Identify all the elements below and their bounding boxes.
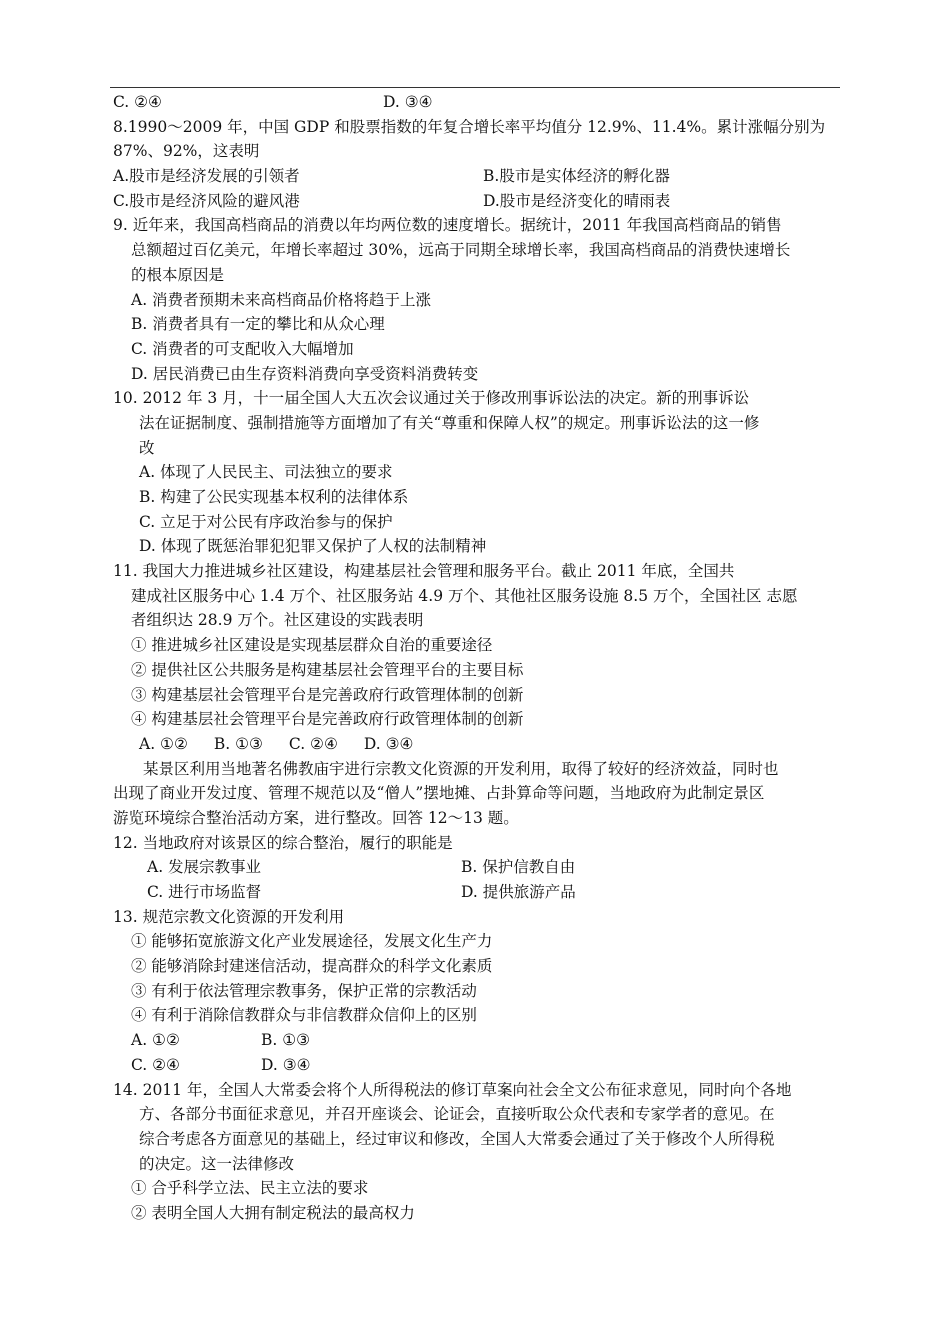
passage-line-1: 某景区利用当地著名佛教庙宇进行宗教文化资源的开发利用，取得了较好的经济效益，同时也: [143, 759, 779, 778]
q8-option-c: C.股市是经济风险的避风港: [113, 191, 300, 210]
q13-item-3: ③ 有利于依法管理宗教事务，保护正常的宗教活动: [131, 981, 477, 1000]
q13-item-2: ② 能够消除封建迷信活动，提高群众的科学文化素质: [131, 957, 493, 976]
q13-item-1: ① 能够拓宽旅游文化产业发展途径，发展文化生产力: [131, 932, 493, 951]
q8-options-ab: [113, 164, 843, 189]
top-options-row: [113, 90, 843, 115]
q8-option-b: B.股市是实体经济的孵化器: [483, 167, 670, 186]
option-d: D. ③④: [383, 93, 433, 111]
q11-answer-a: A. ①②: [139, 734, 188, 753]
q12-option-d: D. 提供旅游产品: [461, 883, 576, 901]
q13-option-a: A. ①②: [131, 1031, 180, 1050]
q8-stem-2: 87%、92%，这表明: [113, 142, 260, 161]
q10-option-c: C. 立足于对公民有序政治参与的保护: [139, 512, 393, 531]
q11-stem-3: 者组织达 28.9 万个。社区建设的实践表明: [131, 611, 424, 630]
q12-options-ab: [113, 855, 843, 880]
option-c: C. ②④: [113, 93, 162, 111]
q11-stem-1: 11. 我国大力推进城乡社区建设，构建基层社会管理和服务平台。截止 2011 年底，全国共: [113, 562, 735, 581]
q9-option-b: B. 消费者具有一定的攀比和从众心理: [131, 315, 385, 334]
q14-stem-2: 方、各部分书面征求意见，并召开座谈会、论证会，直接听取公众代表和专家学者的意见。在: [139, 1105, 775, 1124]
q11-item-3: ③ 构建基层社会管理平台是完善政府行政管理体制的创新: [131, 685, 524, 704]
q13-stem: 13. 规范宗教文化资源的开发利用: [113, 907, 345, 926]
q14-item-1: ① 合乎科学立法、民主立法的要求: [131, 1179, 369, 1198]
q11-answer-c: C. ②④: [288, 734, 338, 753]
q11-stem-2: 建成社区服务中心 1.4 万个、社区服务站 4.9 万个、其他社区服务设施 8.5 万个，全国社区 志愿: [131, 586, 798, 605]
q13-option-b: B. ①③: [261, 1031, 311, 1050]
exam-page: [113, 90, 843, 1226]
q14-stem-3: 综合考虑各方面意见的基础上，经过审议和修改，全国人大常委会通过了关于修改个人所得税: [139, 1129, 775, 1148]
q13-option-c: C. ②④: [131, 1055, 180, 1074]
q13-option-d: D. ③④: [261, 1055, 311, 1074]
q12-option-c: C. 进行市场监督: [147, 883, 262, 901]
q13-options-ab: [113, 1028, 843, 1053]
q10-option-a: A. 体现了人民民主、司法独立的要求: [139, 463, 393, 482]
q12-options-cd: [113, 880, 843, 905]
q8-option-a: A.股市是经济发展的引领者: [113, 167, 300, 186]
q12-option-b: B. 保护信教自由: [461, 858, 576, 877]
passage-line-3: 游览环境综合整治活动方案，进行整改。回答 12～13 题。: [113, 808, 519, 827]
q10-option-d: D. 体现了既惩治罪犯犯罪又保护了人权的法制精神: [139, 537, 487, 556]
q13-item-4: ④ 有利于消除信教群众与非信教群众信仰上的区别: [131, 1006, 477, 1025]
q8-options-cd: [113, 189, 843, 214]
q11-answers: [113, 732, 843, 757]
q14-stem-4: 的决定。这一法律修改: [139, 1154, 295, 1173]
q9-stem-3: 的根本原因是: [131, 265, 225, 284]
q9-stem-2: 总额超过百亿美元，年增长率超过 30%，远高于同期全球增长率，我国高档商品的消费快速增长: [131, 241, 791, 260]
q11-item-1: ① 推进城乡社区建设是实现基层群众自治的重要途径: [131, 636, 493, 655]
q8-stem-1: 8.1990～2009 年，中国 GDP 和股票指数的年复合增长率平均值分 12.9%、11.4%。累计涨幅分别为: [113, 117, 826, 136]
q14-stem-1: 14. 2011 年，全国人大常委会将个人所得税法的修订草案向社会全文公布征求意见，同时向个各地: [113, 1080, 792, 1099]
q10-stem-3: 改: [139, 438, 155, 457]
q11-item-4: ④ 构建基层社会管理平台是完善政府行政管理体制的创新: [131, 710, 524, 729]
q11-item-2: ② 提供社区公共服务是构建基层社会管理平台的主要目标: [131, 660, 524, 679]
q12-stem: 12. 当地政府对该景区的综合整治，履行的职能是: [113, 833, 453, 852]
q10-stem-2: 法在证据制度、强制措施等方面增加了有关“尊重和保障人权”的规定。刑事诉讼法的这一修: [139, 413, 760, 432]
q13-options-cd: [113, 1053, 843, 1078]
header-rule: [110, 87, 840, 88]
q9-option-a: A. 消费者预期未来高档商品价格将趋于上涨: [131, 290, 432, 309]
q9-stem-1: 9. 近年来，我国高档商品的消费以年均两位数的速度增长。据统计，2011 年我国高档商品的销售: [113, 216, 782, 235]
q11-answer-b: B. ①③: [213, 734, 263, 753]
q9-option-d: D. 居民消费已由生存资料消费向享受资料消费转变: [131, 364, 479, 383]
q9-option-c: C. 消费者的可支配收入大幅增加: [131, 339, 354, 358]
q14-item-2: ② 表明全国人大拥有制定税法的最高权力: [131, 1203, 415, 1222]
q10-stem-1: 10. 2012 年 3 月，十一届全国人大五次会议通过关于修改刑事诉讼法的决定。新的刑事诉讼: [113, 389, 750, 408]
q11-answer-d: D. ③④: [363, 734, 414, 753]
q8-option-d: D.股市是经济变化的晴雨表: [483, 191, 671, 210]
passage-line-2: 出现了商业开发过度、管理不规范以及“僧人”摆地摊、占卦算命等问题，当地政府为此制定景区: [113, 784, 765, 803]
q12-option-a: A. 发展宗教事业: [147, 858, 262, 877]
q10-option-b: B. 构建了公民实现基本权利的法律体系: [139, 488, 409, 506]
